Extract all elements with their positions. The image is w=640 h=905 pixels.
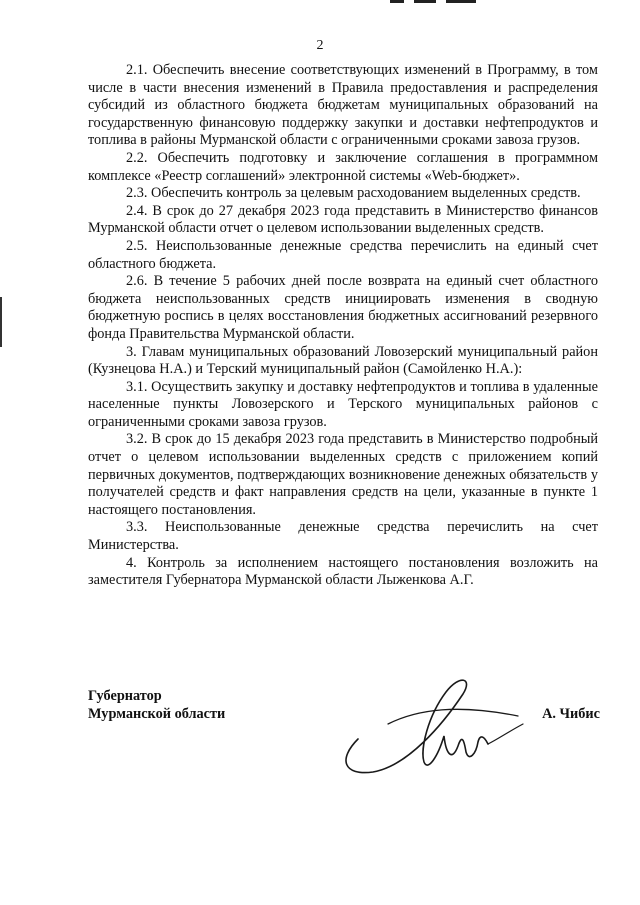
signature-block [88, 688, 600, 798]
paragraph-3-2: 3.2. В срок до 15 декабря 2023 года представить в Министерство подробный отчет о целевом использовании выделенных средств с приложением копий первичных документов, подтверждающих возникновение денежных обязательств у получателей средств и факт направления средств на цели, указанные в пункте 1 настоящего постановления. [88, 431, 598, 518]
scan-edge-mark [0, 297, 2, 347]
paragraph-3: 3. Главам муниципальных образований Ловозерский муниципальный район (Кузнецова Н.А.) и Терский муниципальный район (Самойленко Н.А.): [88, 343, 598, 378]
paragraph-3-3: 3.3. Неиспользованные денежные средства перечислить на счет Министерства. [88, 519, 598, 554]
paragraph-3-1: 3.1. Осуществить закупку и доставку нефтепродуктов и топлива в удаленные населенные пункты Ловозерского и Терского муниципальных районов с ограниченными сроками завоза грузов. [88, 378, 598, 430]
signatory-name: А. Чибис [542, 706, 600, 722]
paragraph-2-6: 2.6. В течение 5 рабочих дней после возврата на единый счет областного бюджета неиспользованных средств инициировать изменения в сводную бюджетную роспись в целях восстановления бюджетных ассигнований резервного фонда Правительства Мурманской области. [88, 273, 598, 342]
document-body [88, 62, 598, 590]
handwritten-signature [328, 664, 528, 784]
paragraph-2-4: 2.4. В срок до 27 декабря 2023 года представить в Министерство финансов Мурманской области отчет о целевом использовании выделенных средств. [88, 202, 598, 237]
signatory-position-line2: Мурманской области [88, 705, 226, 722]
paragraph-2-5: 2.5. Неиспользованные денежные средства перечислить на единый счет областного бюджета. [88, 237, 598, 272]
scan-top-marks [380, 0, 500, 6]
page-number: 2 [316, 38, 324, 53]
signatory-position [88, 688, 225, 723]
paragraph-2-2: 2.2. Обеспечить подготовку и заключение соглашения в программном комплексе «Реестр соглашений» электронной системы «Web-бюджет». [88, 149, 598, 184]
paragraph-2-1: 2.1. Обеспечить внесение соответствующих изменений в Программу, в том числе в части внесения изменений в Правила предоставления и распределения субсидий из областного бюджета бюджетам муниципальных образований на государственную финансовую поддержку закупки и доставки нефтепродуктов и топлива в районы Мурманской области с ограниченными сроками завоза грузов. [88, 62, 598, 149]
signatory-position-line1: Губернатор [88, 688, 162, 704]
paragraph-2-3: 2.3. Обеспечить контроль за целевым расходованием выделенных средств. [126, 185, 581, 202]
paragraph-4: 4. Контроль за исполнением настоящего постановления возложить на заместителя Губернатора Мурманской области Лыженкова А.Г. [88, 554, 598, 589]
